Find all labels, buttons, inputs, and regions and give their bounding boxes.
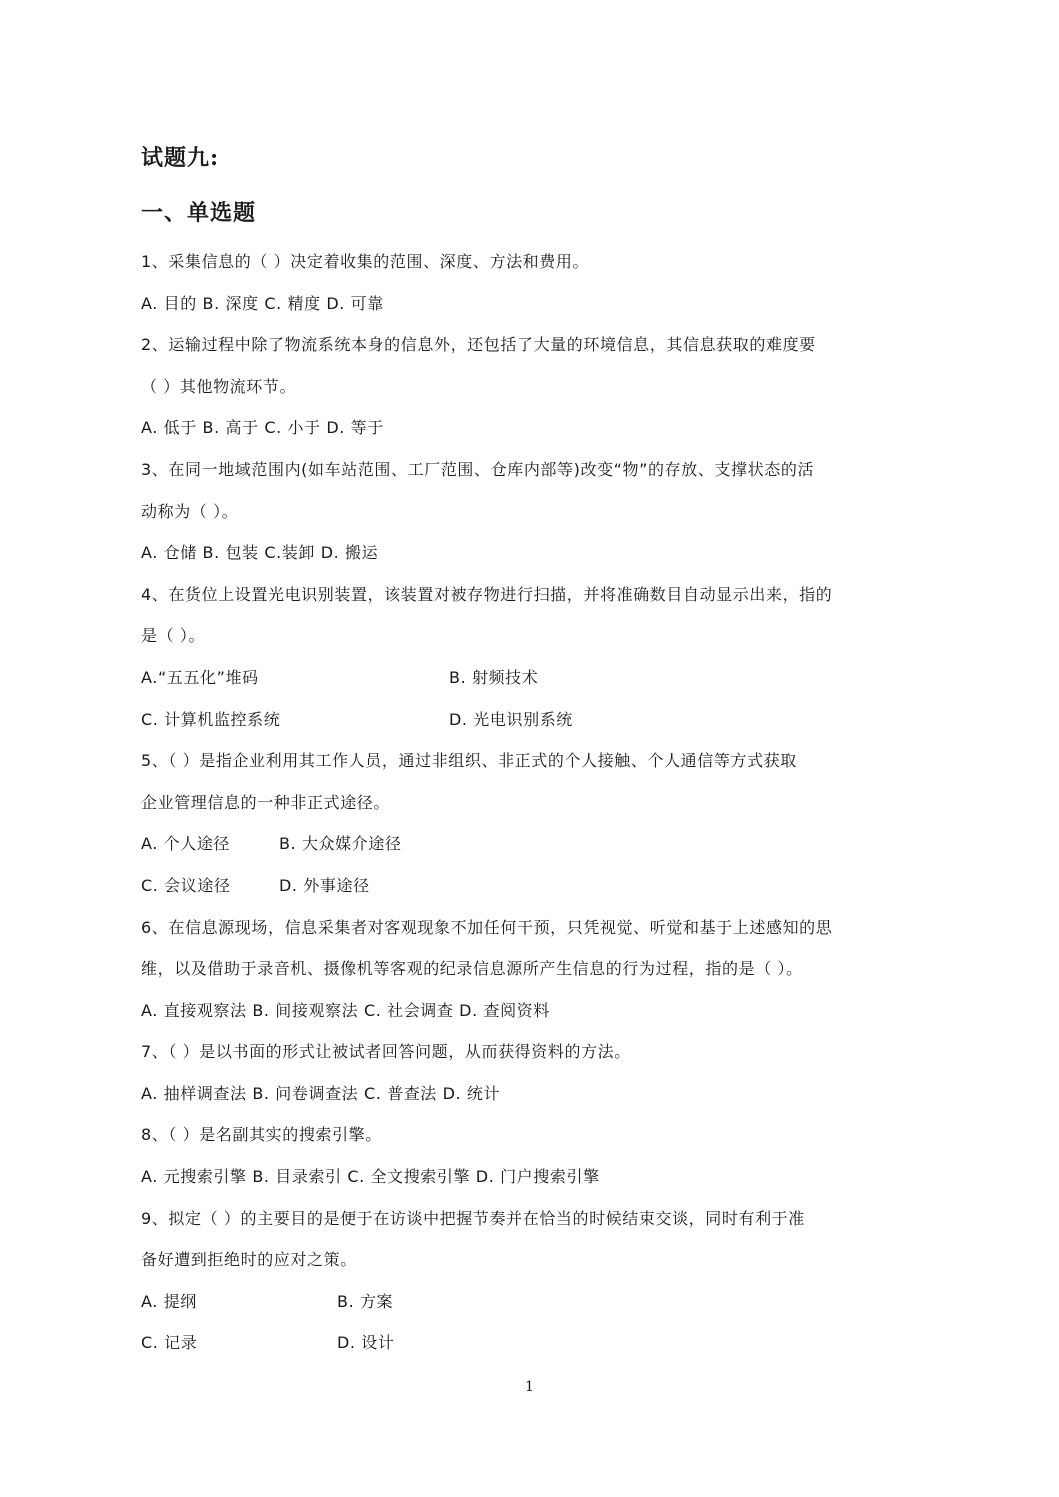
question-4-option-a: A.“五五化”堆码: [141, 667, 259, 687]
question-6-text-cont: 维，以及借助于录音机、摄像机等客观的纪录信息源所产生信息的行为过程，指的是（ ）。: [141, 959, 803, 979]
question-9-text-cont: 备好遭到拒绝时的应对之策。: [141, 1250, 357, 1270]
question-5-option-c: C. 会议途径: [141, 875, 231, 895]
question-9-option-a: A. 提纲: [141, 1291, 197, 1311]
question-9-option-c: C. 记录: [141, 1333, 198, 1353]
question-1-options: A. 目的 B. 深度 C. 精度 D. 可靠: [141, 293, 384, 313]
question-5-options-row-1: [141, 823, 931, 865]
question-5-option-b: B. 大众媒介途径: [279, 834, 402, 854]
question-5-text: 5、（ ）是指企业利用其工作人员，通过非组织、非正式的个人接触、个人通信等方式获取: [141, 751, 797, 771]
question-9-options-row-2: [141, 1322, 931, 1364]
page-content: [141, 140, 931, 1364]
question-9-text: 9、拟定（ ）的主要目的是便于在访谈中把握节奏并在恰当的时候结束交谈，同时有利于准: [141, 1208, 805, 1228]
question-4-options-row-1: [141, 657, 931, 699]
section-heading: 一、单选题: [141, 200, 257, 226]
question-8-options: A. 元搜索引擎 B. 目录索引 C. 全文搜索引擎 D. 门户搜索引擎: [141, 1167, 600, 1187]
question-5-option-a: A. 个人途径: [141, 834, 231, 854]
question-4-option-b: B. 射频技术: [449, 667, 539, 687]
question-4-option-d: D. 光电识别系统: [449, 709, 573, 729]
question-6-text: 6、在信息源现场，信息采集者对客观现象不加任何干预，只凭视觉、听觉和基于上述感知的思: [141, 917, 833, 937]
question-4-text-cont: 是（ ）。: [141, 626, 206, 646]
question-9-option-b: B. 方案: [337, 1291, 394, 1311]
question-9-options-row-1: [141, 1281, 931, 1323]
question-6-options: A. 直接观察法 B. 间接观察法 C. 社会调查 D. 查阅资料: [141, 1000, 550, 1020]
question-4-text: 4、在货位上设置光电识别装置，该装置对被存物进行扫描，并将准确数目自动显示出来，指的: [141, 584, 833, 604]
question-2-text: 2、运输过程中除了物流系统本身的信息外，还包括了大量的环境信息，其信息获取的难度要: [141, 335, 816, 355]
question-5-text-cont: 企业管理信息的一种非正式途径。: [141, 792, 391, 812]
question-5-options-row-2: [141, 865, 931, 907]
question-9-option-d: D. 设计: [337, 1333, 395, 1353]
question-4-option-c: C. 计算机监控系统: [141, 709, 281, 729]
question-2-options: A. 低于 B. 高于 C. 小于 D. 等于: [141, 418, 384, 438]
question-2-text-cont: （ ）其他物流环节。: [141, 376, 297, 396]
question-3-text: 3、在同一地域范围内(如车站范围、工厂范围、仓库内部等)改变“物”的存放、支撑状态的活: [141, 459, 815, 479]
question-7-options: A. 抽样调查法 B. 问卷调查法 C. 普查法 D. 统计: [141, 1083, 501, 1103]
question-8-text: 8、（ ）是名副其实的搜索引擎。: [141, 1125, 382, 1145]
question-3-options: A. 仓储 B. 包装 C.装卸 D. 搬运: [141, 543, 379, 563]
question-3-text-cont: 动称为（ ）。: [141, 501, 239, 521]
exam-title: 试题九:: [141, 145, 220, 171]
question-7-text: 7、（ ）是以书面的形式让被试者回答问题，从而获得资料的方法。: [141, 1042, 631, 1062]
question-4-options-row-2: [141, 699, 931, 741]
question-5-option-d: D. 外事途径: [279, 875, 370, 895]
question-1-text: 1、采集信息的（ ）决定着收集的范围、深度、方法和费用。: [141, 252, 590, 271]
page-number: 1: [525, 1379, 534, 1395]
